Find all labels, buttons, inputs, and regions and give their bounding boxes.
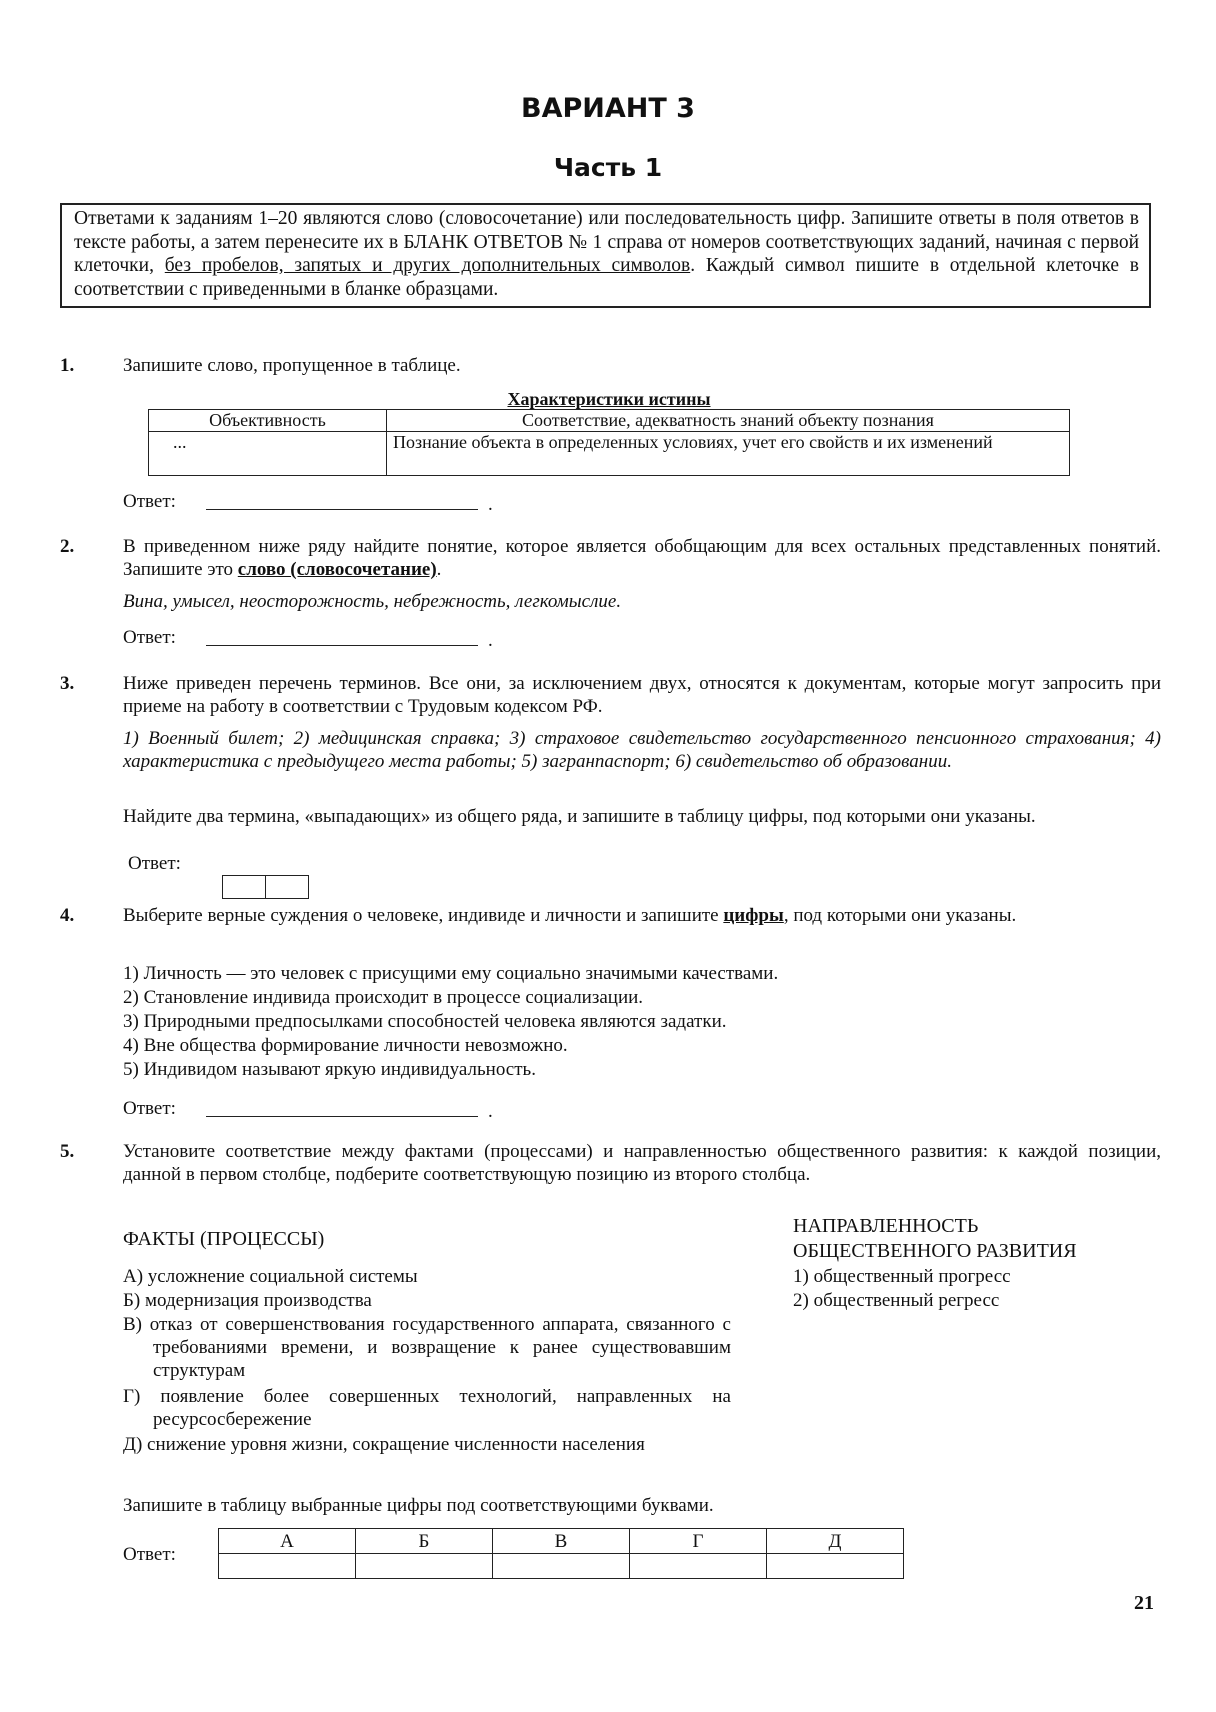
q1-number: 1. xyxy=(60,355,75,376)
q5-right-heading-2: ОБЩЕСТВЕННОГО РАЗВИТИЯ xyxy=(793,1240,1077,1262)
q2-text-bold: слово (словосочетание) xyxy=(237,559,437,580)
q5-col-v: В xyxy=(493,1529,630,1554)
q4-text-2: , под которыми они указаны. xyxy=(783,905,1017,926)
table-row xyxy=(219,1554,904,1579)
q5-item-a: А) усложнение социальной системы xyxy=(123,1266,418,1287)
q4-option-1: 1) Личность — это человек с присущими ему социально значимыми качествами. xyxy=(123,963,779,984)
q5-item-d: Д) снижение уровня жизни, сокращение численности населения xyxy=(123,1434,645,1455)
q5-left-heading: ФАКТЫ (ПРОЦЕССЫ) xyxy=(123,1228,325,1250)
page-number: 21 xyxy=(1134,1592,1154,1614)
q3-text: Ниже приведен перечень терминов. Все они, за исключением двух, относятся к документам, которые могут запросить при приеме на работу в соответствии с Трудовым кодексом РФ. xyxy=(123,673,1161,717)
q5-col-d: Д xyxy=(767,1529,904,1554)
q5-instruction: Запишите в таблицу выбранные цифры под соответствующими буквами. xyxy=(123,1495,714,1516)
q1-cell-right: Познание объекта в определенных условиях, учет его свойств и их изменений xyxy=(387,432,1070,476)
q4-text xyxy=(123,904,1161,927)
q5-item-g: Г) появление более совершенных технологий, направленных на ресурсосбережение xyxy=(123,1386,731,1430)
q5-number: 5. xyxy=(60,1141,75,1162)
q2-answer-field[interactable] xyxy=(206,628,478,646)
q4-answer-field[interactable] xyxy=(206,1099,478,1117)
q4-text-bold: цифры xyxy=(723,905,784,926)
q1-cell-missing: ... xyxy=(149,432,387,476)
q5-option-2: 2) общественный регресс xyxy=(793,1290,1000,1311)
q2-text-1: В приведенном ниже ряду найдите понятие, которое является обобщающим для всех остальных представленных понятий. Запишите это xyxy=(123,536,1161,580)
intro-text-1: Ответами к заданиям 1–20 являются слово (словосочетание) или последовательность цифр. Запишите ответы в поля ответов в тексте работы, а затем перенесите их в БЛАНК ОТВЕТОВ № 1 справа от номеров соответствующих заданий, начиная с первой клеточки, xyxy=(74,208,1139,276)
q4-option-2: 2) Становление индивида происходит в процессе социализации. xyxy=(123,987,644,1008)
q3-answer-cells xyxy=(222,875,309,899)
q4-text-1: Выберите верные суждения о человеке, индивиде и личности и запишите xyxy=(123,905,724,926)
q4-option-4: 4) Вне общества формирование личности невозможно. xyxy=(123,1035,568,1056)
q5-answer-cell-a[interactable] xyxy=(219,1554,356,1579)
intro-underlined: без пробелов, запятых и других дополнительных символов xyxy=(164,255,691,276)
q2-list: Вина, умысел, неосторожность, небрежность, легкомыслие. xyxy=(123,591,622,612)
q2-answer-dot: . xyxy=(488,630,493,651)
q5-col-a: А xyxy=(219,1529,356,1554)
q5-col-g: Г xyxy=(630,1529,767,1554)
part-title: Часть 1 xyxy=(553,153,663,182)
q3-answer-cell-2[interactable] xyxy=(265,876,308,898)
q5-answer-label: Ответ: xyxy=(123,1544,176,1565)
q1-cell-right: Соответствие, адекватность знаний объекту познания xyxy=(387,410,1070,432)
table-row xyxy=(149,410,1070,432)
q4-option-3: 3) Природными предпосылками способностей человека являются задатки. xyxy=(123,1011,727,1032)
q4-answer-label: Ответ: xyxy=(123,1098,176,1119)
q4-number: 4. xyxy=(60,905,75,926)
q2-answer-label: Ответ: xyxy=(123,627,176,648)
table-row xyxy=(149,432,1070,476)
q5-item-b: Б) модернизация производства xyxy=(123,1290,372,1311)
q5-item-v: В) отказ от совершенствования государственного аппарата, связанного с требованиями времени, и возвращение к ранее существовавшим структурам xyxy=(123,1314,731,1381)
q5-answer-cell-b[interactable] xyxy=(356,1554,493,1579)
q1-table-caption: Характеристики истины xyxy=(507,389,711,409)
q1-answer-field[interactable] xyxy=(206,492,478,510)
variant-title: ВАРИАНТ 3 xyxy=(521,93,695,124)
q3-list: 1) Военный билет; 2) медицинская справка; 3) страховое свидетельство государственного пенсионного страхования; 4) характеристика с предыдущего места работы; 5) загранпаспорт; 6) свидетельство об образовании. xyxy=(123,728,1161,772)
q5-right-heading-1: НАПРАВЛЕННОСТЬ xyxy=(793,1215,979,1237)
q5-text: Установите соответствие между фактами (процессами) и направленностью общественного развития: к каждой позиции, данной в первом столбце, подберите соответствующую позицию из второго столбца. xyxy=(123,1141,1161,1185)
intro-text-2: . Каждый символ пишите в отдельной клеточке в соответствии с приведенными в бланке образцами. xyxy=(74,255,1139,300)
q3-answer-label: Ответ: xyxy=(128,853,181,874)
q1-table xyxy=(148,409,1070,476)
table-row xyxy=(219,1529,904,1554)
q2-number: 2. xyxy=(60,536,75,557)
q5-answer-cell-d[interactable] xyxy=(767,1554,904,1579)
q5-answer-table xyxy=(218,1528,904,1579)
q4-answer-dot: . xyxy=(488,1101,493,1122)
q3-answer-cell-1[interactable] xyxy=(223,876,265,898)
q5-option-1: 1) общественный прогресс xyxy=(793,1266,1011,1287)
q1-text: Запишите слово, пропущенное в таблице. xyxy=(123,355,461,376)
q3-instruction: Найдите два термина, «выпадающих» из общего ряда, и запишите в таблицу цифры, под которыми они указаны. xyxy=(123,806,1036,827)
instructions-box xyxy=(60,203,1151,308)
q1-cell-left: Объективность xyxy=(149,410,387,432)
q5-answer-cell-g[interactable] xyxy=(630,1554,767,1579)
q2-text-2: . xyxy=(436,559,442,580)
q5-answer-cell-v[interactable] xyxy=(493,1554,630,1579)
q1-answer-label: Ответ: xyxy=(123,491,176,512)
q3-number: 3. xyxy=(60,673,75,694)
q2-text xyxy=(123,535,1161,581)
q5-col-b: Б xyxy=(356,1529,493,1554)
q1-answer-dot: . xyxy=(488,494,493,515)
q4-option-5: 5) Индивидом называют яркую индивидуальность. xyxy=(123,1059,536,1080)
